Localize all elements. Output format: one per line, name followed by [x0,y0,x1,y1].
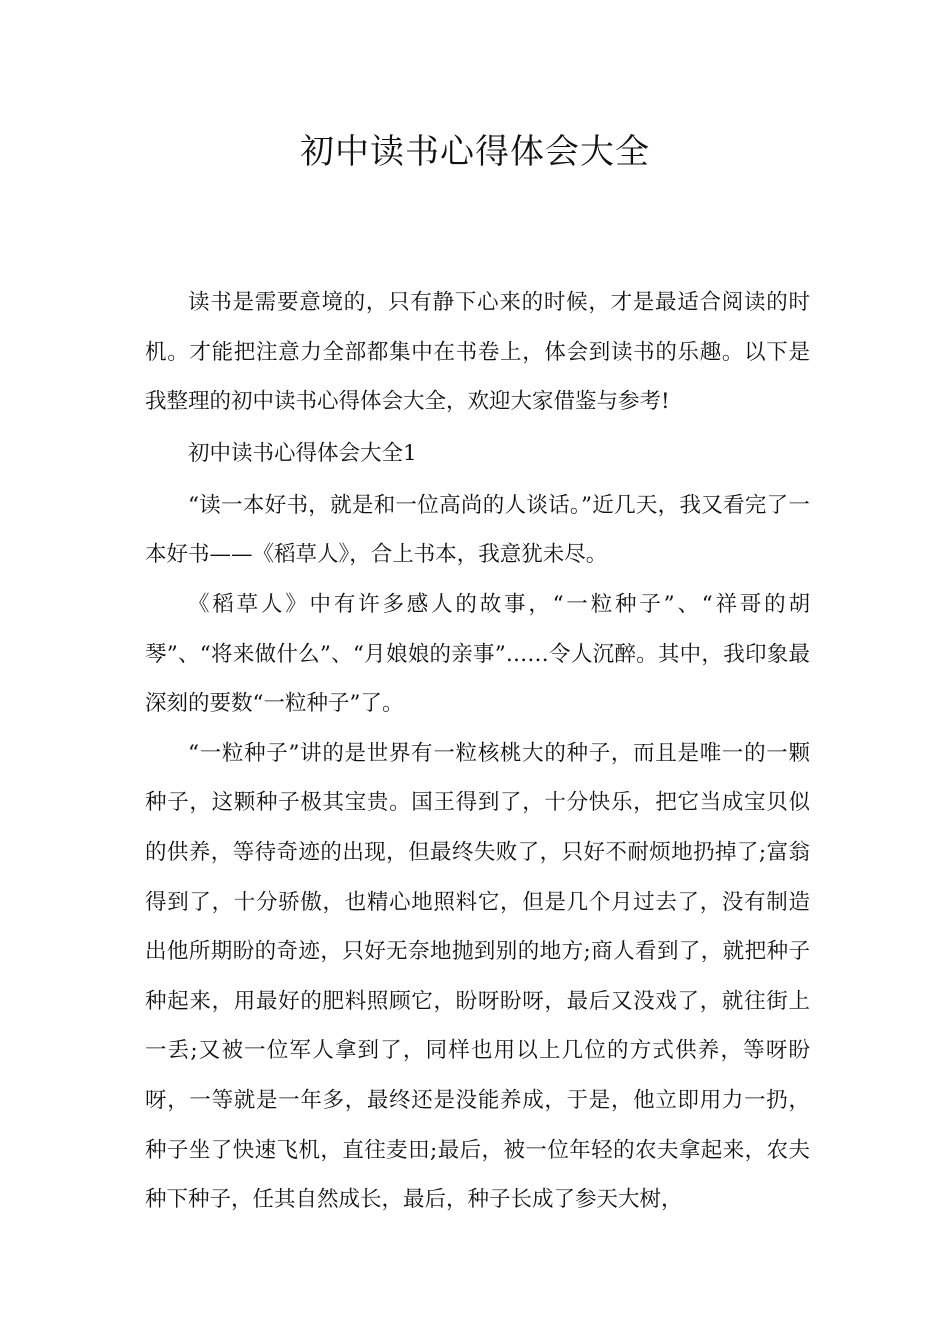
document-title: 初中读书心得体会大全 [300,132,650,172]
body-paragraph: 《稻草人》中有许多感人的故事，“一粒种子”、“祥哥的胡琴”、“将来做什么”、“月娘娘的亲事”……令人沉醉。其中，我印象最深刻的要数“一粒种子”了。 [145,591,810,717]
document-body [145,278,810,1225]
intro-paragraph: 读书是需要意境的，只有静下心来的时候，才是最适合阅读的时机。才能把注意力全部都集中在书卷上，体会到读书的乐趣。以下是我整理的初中读书心得体会大全，欢迎大家借鉴与参考! [145,290,810,415]
body-paragraph: “读一本好书，就是和一位高尚的人谈话。”近几天，我又看完了一本好书——《稻草人》，合上书本，我意犹未尽。 [145,492,810,568]
body-paragraph: “一粒种子”讲的是世界有一粒核桃大的种子，而且是唯一的一颗种子，这颗种子极其宝贵。国王得到了，十分快乐，把它当成宝贝似的供养，等待奇迹的出现，但最终失败了，只好不耐烦地扔掉了;富翁得到了，十分骄傲，也精心地照料它，但是几个月过去了，没有制造出他所期盼的奇迹，只好无奈地抛到别的地方;商人看到了，就把种子种起来，用最好的肥料照顾它，盼呀盼呀，最后又没戏了，就往街上一丢;又被一位军人拿到了，同样也用以上几位的方式供养，等呀盼呀，一等就是一年多，最终还是没能养成，于是，他立即用力一扔，种子坐了快速飞机，直往麦田;最后，被一位年轻的农夫拿起来，农夫种下种子，任其自然成长，最后，种子长成了参天大树， [145,740,810,1213]
section-heading: 初中读书心得体会大全1 [188,440,417,466]
